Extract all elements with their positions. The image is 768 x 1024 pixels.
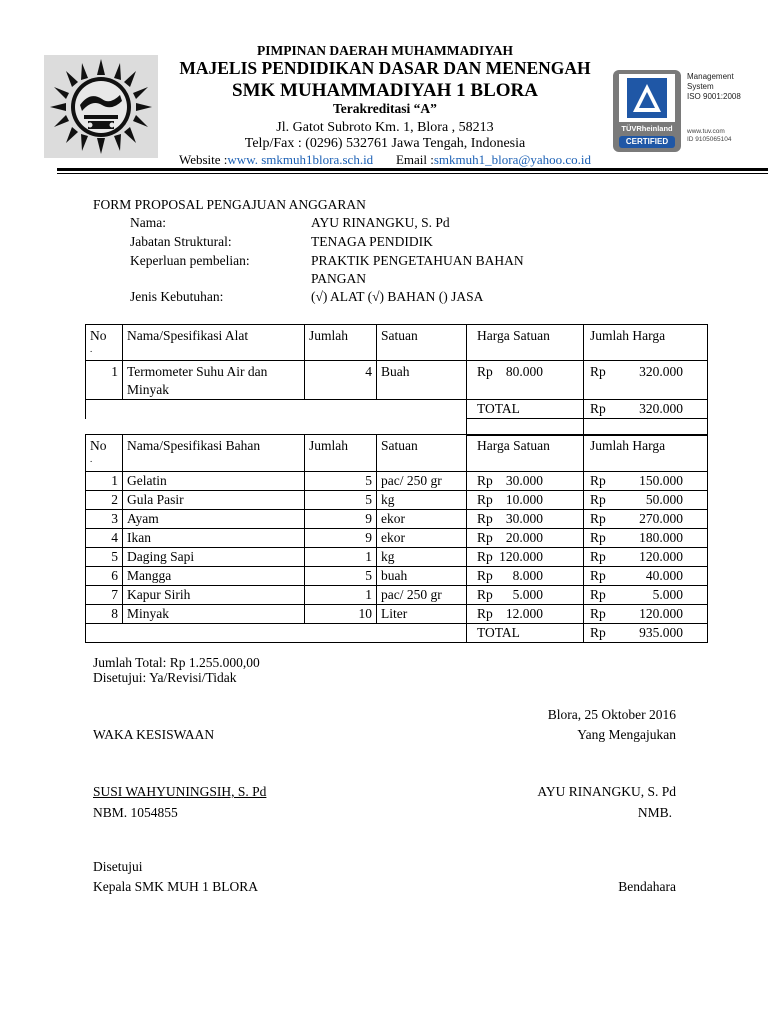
row-unit: Liter xyxy=(377,605,467,624)
materials-header-qty: Jumlah xyxy=(305,435,377,472)
treasurer-title: Bendahara xyxy=(618,879,676,894)
table-row xyxy=(86,510,708,529)
materials-total-value: Rp 935.000 xyxy=(584,624,708,643)
tools-header-total: Jumlah Harga xyxy=(584,325,708,361)
row-total: Rp 270.000 xyxy=(584,510,708,529)
row-unit: pac/ 250 gr xyxy=(377,472,467,491)
row-price: Rp 12.000 xyxy=(467,605,584,624)
principal-title: Kepala SMK MUH 1 BLORA xyxy=(93,879,258,894)
tools-header-name: Nama/Spesifikasi Alat xyxy=(123,325,305,361)
field-value-position: TENAGA PENDIDIK xyxy=(311,234,433,249)
tools-total-value: Rp 320.000 xyxy=(584,400,708,419)
row-unit: kg xyxy=(377,491,467,510)
tools-header-price: Harga Satuan xyxy=(467,325,584,361)
row-no: 5 xyxy=(86,548,123,567)
tools-header-no: No . xyxy=(86,325,123,361)
signer-right-title: Yang Mengajukan xyxy=(577,727,676,742)
materials-header-price: Harga Satuan xyxy=(467,435,584,472)
table-row xyxy=(86,605,708,624)
row-unit: ekor xyxy=(377,529,467,548)
field-value-purpose-cont: PANGAN xyxy=(311,271,367,286)
materials-header-name: Nama/Spesifikasi Bahan xyxy=(123,435,305,472)
tuv-brand: TÜVRheinland xyxy=(621,124,673,133)
row-qty: 5 xyxy=(305,567,377,586)
org-line-1: PIMPINAN DAERAH MUHAMMADIYAH xyxy=(257,43,513,58)
tools-header-qty: Jumlah xyxy=(305,325,377,361)
field-value-need-type: (√) ALAT (√) BAHAN () JASA xyxy=(311,289,484,304)
row-price: Rp 20.000 xyxy=(467,529,584,548)
tools-row-no: 1 xyxy=(86,361,123,400)
row-unit: buah xyxy=(377,567,467,586)
row-qty: 9 xyxy=(305,529,377,548)
cert-url: www.tuv.com xyxy=(687,128,725,135)
form-title: FORM PROPOSAL PENGAJUAN ANGGARAN xyxy=(93,197,366,212)
tools-total-row xyxy=(86,400,708,419)
materials-header-unit: Satuan xyxy=(377,435,467,472)
materials-header-no: No . xyxy=(86,435,123,472)
tools-row-total: Rp 320.000 xyxy=(584,361,708,400)
tools-total-label: TOTAL xyxy=(467,400,584,419)
materials-total-row xyxy=(86,624,708,643)
website-label: Website : xyxy=(179,152,228,167)
row-name: Ikan xyxy=(123,529,305,548)
table-row xyxy=(86,361,708,400)
row-qty: 5 xyxy=(305,472,377,491)
field-value-name: AYU RINANGKU, S. Pd xyxy=(311,215,450,230)
row-qty: 1 xyxy=(305,548,377,567)
row-unit: kg xyxy=(377,548,467,567)
row-name: Ayam xyxy=(123,510,305,529)
school-name: SMK MUHAMMADIYAH 1 BLORA xyxy=(232,80,538,101)
row-no: 3 xyxy=(86,510,123,529)
place-date: Blora, 25 Oktober 2016 xyxy=(547,707,676,722)
tuv-certified-badge: CERTIFIED xyxy=(625,137,669,146)
row-price: Rp 30.000 xyxy=(467,472,584,491)
row-price: Rp 5.000 xyxy=(467,586,584,605)
row-unit: pac/ 250 gr xyxy=(377,586,467,605)
table-row xyxy=(86,491,708,510)
tuv-certification-logo xyxy=(613,70,765,152)
row-total: Rp 120.000 xyxy=(584,605,708,624)
row-price: Rp 120.000 xyxy=(467,548,584,567)
tools-row-qty: 4 xyxy=(305,361,377,400)
table-row xyxy=(86,567,708,586)
grand-total: Jumlah Total: Rp 1.255.000,00 xyxy=(93,655,260,670)
header-rule-thin xyxy=(57,173,768,174)
row-total: Rp 120.000 xyxy=(584,548,708,567)
row-name: Kapur Sirih xyxy=(123,586,305,605)
phone-fax: Telp/Fax : (0296) 532761 Jawa Tengah, Indonesia xyxy=(244,136,526,151)
row-qty: 10 xyxy=(305,605,377,624)
row-no: 2 xyxy=(86,491,123,510)
row-no: 7 xyxy=(86,586,123,605)
email-label: Email : xyxy=(395,152,434,167)
muhammadiyah-logo xyxy=(44,55,158,158)
website-link[interactable]: www. smkmuh1blora.sch.id xyxy=(227,152,374,167)
field-label-need-type: Jenis Kebutuhan: xyxy=(130,289,224,304)
signer-left-name: SUSI WAHYUNINGSIH, S. Pd xyxy=(93,784,267,799)
header-rule-thick xyxy=(57,168,768,171)
field-label-purpose: Keperluan pembelian: xyxy=(130,253,250,268)
row-no: 6 xyxy=(86,567,123,586)
tools-row-unit: Buah xyxy=(377,361,467,400)
field-label-position: Jabatan Struktural: xyxy=(130,234,232,249)
row-total: Rp 5.000 xyxy=(584,586,708,605)
row-price: Rp 10.000 xyxy=(467,491,584,510)
tools-row-price: Rp 80.000 xyxy=(467,361,584,400)
approval-status: Disetujui: Ya/Revisi/Tidak xyxy=(93,670,237,685)
row-no: 4 xyxy=(86,529,123,548)
tools-header-row xyxy=(86,325,708,361)
tools-row-name: Termometer Suhu Air dan Minyak xyxy=(123,361,305,400)
materials-total-label: TOTAL xyxy=(467,624,584,643)
row-qty: 5 xyxy=(305,491,377,510)
materials-header-total: Jumlah Harga xyxy=(584,435,708,472)
signer-right-name: AYU RINANGKU, S. Pd xyxy=(537,784,676,799)
cert-line-2: System xyxy=(687,82,714,91)
materials-table xyxy=(85,434,708,643)
tools-spacer-row xyxy=(86,419,708,436)
materials-body xyxy=(86,472,708,624)
org-line-2: MAJELIS PENDIDIKAN DASAR DAN MENENGAH xyxy=(179,58,591,78)
row-name: Gula Pasir xyxy=(123,491,305,510)
row-price: Rp 30.000 xyxy=(467,510,584,529)
table-row xyxy=(86,548,708,567)
cert-line-3: ISO 9001:2008 xyxy=(687,92,741,101)
materials-header-row xyxy=(86,435,708,472)
approved-label: Disetujui xyxy=(93,859,143,874)
row-qty: 1 xyxy=(305,586,377,605)
email-link[interactable]: smkmuh1_blora@yahoo.co.id xyxy=(433,152,591,167)
signer-left-id: NBM. 1054855 xyxy=(93,805,178,820)
tools-header-unit: Satuan xyxy=(377,325,467,361)
tools-table xyxy=(85,324,708,436)
row-qty: 9 xyxy=(305,510,377,529)
table-row xyxy=(86,529,708,548)
row-total: Rp 180.000 xyxy=(584,529,708,548)
contact-line xyxy=(165,152,605,168)
row-name: Minyak xyxy=(123,605,305,624)
row-name: Gelatin xyxy=(123,472,305,491)
table-row xyxy=(86,586,708,605)
row-unit: ekor xyxy=(377,510,467,529)
cert-line-1: Management xyxy=(687,72,734,81)
row-name: Daging Sapi xyxy=(123,548,305,567)
row-total: Rp 150.000 xyxy=(584,472,708,491)
accreditation: Terakreditasi “A” xyxy=(333,101,437,116)
row-total: Rp 50.000 xyxy=(584,491,708,510)
field-value-purpose: PRAKTIK PENGETAHUAN BAHAN xyxy=(311,253,524,268)
signer-right-id: NMB. xyxy=(637,805,672,820)
row-no: 8 xyxy=(86,605,123,624)
signer-left-title: WAKA KESISWAAN xyxy=(93,727,215,742)
row-total: Rp 40.000 xyxy=(584,567,708,586)
table-row xyxy=(86,472,708,491)
row-no: 1 xyxy=(86,472,123,491)
row-price: Rp 8.000 xyxy=(467,567,584,586)
address: Jl. Gatot Subroto Km. 1, Blora , 58213 xyxy=(276,120,494,135)
cert-id: ID 9105065104 xyxy=(687,136,732,143)
field-label-name: Nama: xyxy=(130,215,166,230)
row-name: Mangga xyxy=(123,567,305,586)
